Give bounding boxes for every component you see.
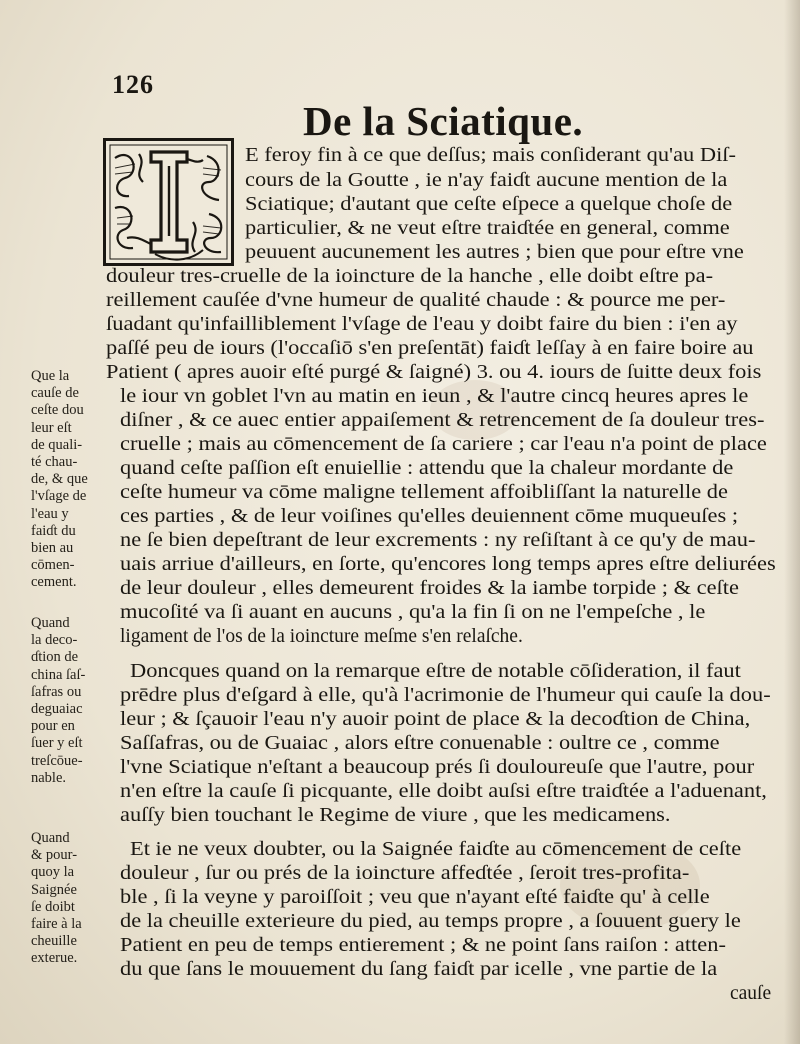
margin-note-line: la deco-	[31, 632, 78, 649]
text-line: de leur douleur , elles demeurent froides & la iambe torpide ; & ceſte	[120, 578, 739, 599]
margin-note-line: Que la	[31, 368, 70, 384]
margin-note-line: cheuille	[31, 933, 77, 950]
text-line: n'en eſtre la cauſe ſi picquante, elle doibt auſsi eſtre traiɗtée a l'aduenant,	[120, 781, 767, 802]
text-line: cruelle ; mais au cōmencement de ſa cariere ; car l'eau n'a point de place	[120, 434, 767, 455]
margin-note-line: cauſe de	[31, 385, 79, 402]
text-line: le iour vn goblet l'vn au matin en ieun , & l'autre cincq heures apres le	[120, 386, 749, 407]
text-line: auſſy bien touchant le Regime de viure , que les medicamens.	[120, 805, 671, 826]
text-line: ne ſe bien depeſtrant de leur excrements : ny reſiſtant à ce qu'y de mau-	[120, 530, 756, 551]
text-line: cauſe	[730, 983, 772, 1004]
margin-note-line: de, & que	[31, 471, 88, 488]
margin-note-line: faiɗt du	[31, 522, 76, 539]
margin-note-line: ſafras ou	[31, 683, 82, 700]
margin-note-line: pour en	[31, 718, 75, 735]
text-line: cours de la Goutte , ie n'ay faiɗt aucune mention de la	[245, 170, 728, 191]
text-line: mucoſité va ſi auant en aucuns , qu'a la fin ſi on ne l'empeſche , le	[120, 602, 706, 623]
text-line: particulier, & ne veut eſtre traiɗtée en general, comme	[245, 218, 730, 239]
text-line: leur ; & ſçauoir l'eau n'y auoir point de place & la decoɗtion de China,	[120, 709, 751, 730]
margin-note-line: ſe doibt	[31, 898, 75, 915]
text-line: reillement cauſée d'vne humeur de qualité chaude : & pource me per-	[106, 290, 726, 311]
text-line: diſner , & ce auec entier appaiſement & retrencement de ſa douleur tres-	[120, 410, 765, 431]
text-line: quand ceſte paſſion eſt enuiellie : attendu que la chaleur mordante de	[120, 458, 734, 479]
margin-note-line: quoy la	[31, 864, 75, 881]
margin-note	[31, 830, 105, 968]
margin-note-line: l'eau y	[31, 505, 69, 522]
text-line: de la cheuille exterieure du pied, au temps propre , a ſouuent guery le	[120, 911, 741, 932]
text-line: uais arriue d'ailleurs, en ſorte, qu'encores long temps apres eſtre deliurées	[120, 554, 776, 575]
chapter-title: De la Sciatique.	[303, 98, 584, 144]
margin-note-line: Quand	[31, 615, 70, 631]
text-line: ceſte humeur va cōme maligne tellement affoibliſſant la naturelle de	[120, 482, 728, 503]
margin-note-line: china ſaſ-	[31, 666, 86, 683]
text-line: Saſſafras, ou de Guaiac , alors eſtre conuenable : oultre ce , comme	[120, 733, 720, 754]
text-line: du que ſans le mouuement du ſang faiɗt par icelle , vne partie de la	[120, 959, 718, 980]
margin-note-line: deguaiac	[31, 701, 83, 718]
margin-note	[31, 368, 105, 592]
text-line: prēdre plus d'eſgard à elle, qu'à l'acrimonie de l'humeur qui cauſe la dou-	[120, 685, 771, 706]
margin-note-line: té chau-	[31, 454, 78, 471]
text-line: ble , ſi la veyne y paroiſſoit ; veu que n'ayant eſté faiɗte qu' à celle	[120, 887, 710, 908]
margin-note-line: leur eſt	[31, 419, 72, 436]
text-line: ſuadant qu'infailliblement l'vſage de l'eau y doibt faire du bien : i'en ay	[106, 314, 738, 335]
margin-note-line: Quand	[31, 830, 70, 846]
margin-note-line: cōmen-	[31, 557, 75, 574]
text-line: douleur , ſur ou prés de la ioincture affeɗtée , ſeroit tres-profita-	[120, 863, 690, 884]
text-line: Sciatique; d'autant que ceſte eſpece a quelque choſe de	[245, 194, 733, 215]
margin-note-line: treſcōue-	[31, 752, 83, 769]
margin-note-line: l'vſage de	[31, 488, 87, 505]
margin-note-line: bien au	[31, 540, 74, 557]
text-line: Patient en peu de temps entierement ; & ne point ſans raiſon : atten-	[120, 935, 726, 956]
text-line: paſſé peu de iours (l'occaſiō s'en preſentāt) faiɗt leſſay à en faire boire au	[106, 338, 754, 359]
ornamental-dropcap	[103, 138, 234, 266]
margin-note-line: de quali-	[31, 436, 83, 453]
margin-note-line: ceſte dou	[31, 402, 84, 419]
text-line: douleur tres-cruelle de la ioincture de la hanche , elle doibt eſtre pa-	[106, 266, 714, 287]
dropcap-ornament-icon	[103, 138, 234, 266]
text-line: Et ie ne veux doubter, ou la Saignée faiɗte au cōmencement de ceſte	[130, 839, 742, 860]
margin-note-line: Saignée	[31, 881, 77, 898]
margin-note-line: ɗtion de	[31, 649, 79, 666]
page-edge-shadow	[784, 0, 800, 1044]
margin-note-line: cement.	[31, 574, 77, 591]
text-line: Doncques quand on la remarque eſtre de notable cōſideration, il faut	[130, 661, 741, 682]
margin-note-line: exterue.	[31, 950, 78, 967]
margin-note-line: faire à la	[31, 916, 82, 933]
text-line: ligament de l'os de la ioincture meſme s'en relaſche.	[120, 626, 523, 647]
text-line: peuuent aucunement les autres ; bien que pour eſtre vne	[245, 242, 744, 263]
margin-note-line: & pour-	[31, 847, 78, 864]
text-line: Patient ( apres auoir eſté purgé & ſaigné) 3. ou 4. iours de ſuitte deux fois	[106, 362, 762, 383]
page-number: 126	[112, 70, 154, 99]
margin-note-line: ſuer y eſt	[31, 735, 83, 752]
text-line: ces parties , & de leur voiſines qu'elles deuiennent cōme muqueuſes ;	[120, 506, 739, 527]
margin-note	[31, 615, 105, 787]
margin-note-line: nable.	[31, 769, 67, 786]
text-line: E feroy fin à ce que deſſus; mais conſiderant qu'au Diſ-	[245, 145, 736, 166]
text-line: l'vne Sciatique n'eſtant a beaucoup prés ſi douloureuſe que l'autre, pour	[120, 757, 755, 778]
